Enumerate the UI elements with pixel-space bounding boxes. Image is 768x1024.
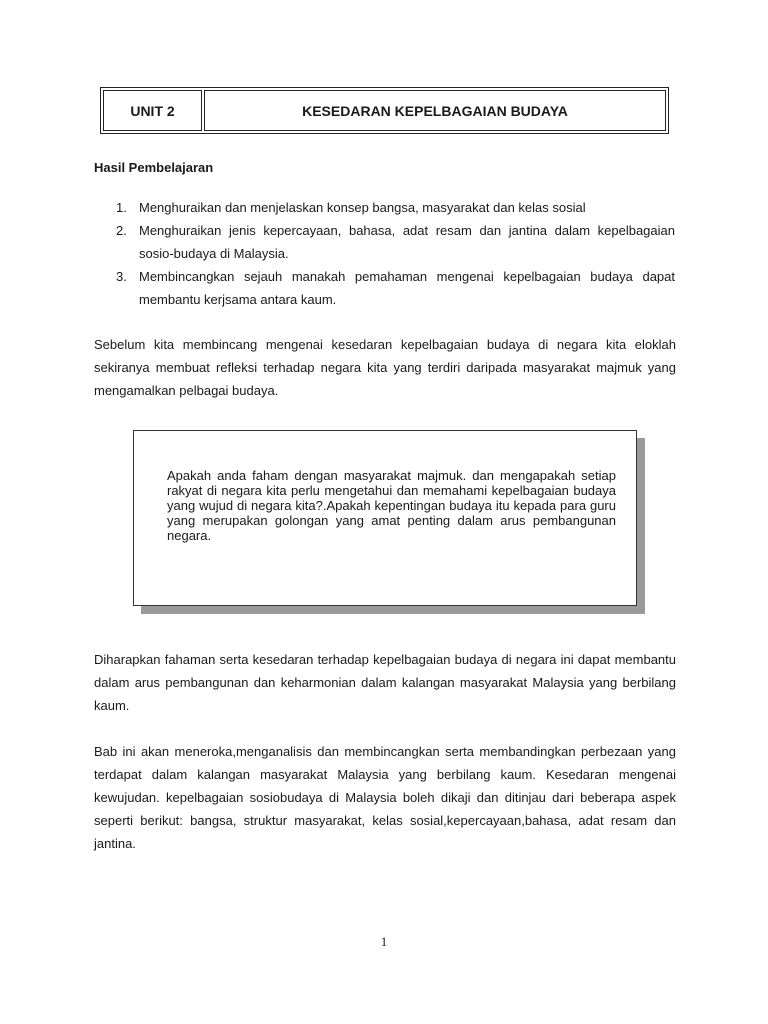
callout-text: Apakah anda faham dengan masyarakat majmuk. dan mengapakah setiap rakyat di negara kita perlu mengetahui dan memahami kepelbagaian budaya yang wujud di negara kita?.Apakah kepentingan budaya itu kepada para guru yang merupakan golongan yang amat penting dalam arus pembangunan negara. [167, 468, 616, 543]
learning-outcomes-list [116, 196, 675, 311]
list-item [116, 265, 675, 311]
list-item-number: 1. [116, 200, 127, 215]
list-item-text: Menghuraikan dan menjelaskan konsep bangsa, masyarakat dan kelas sosial [139, 200, 586, 215]
unit-title: KESEDARAN KEPELBAGAIAN BUDAYA [204, 90, 666, 131]
list-item-number: 2. [116, 223, 127, 238]
list-item [116, 196, 675, 219]
unit-header-table [100, 87, 669, 134]
reflection-callout-box [133, 430, 637, 606]
page-number: 1 [380, 934, 388, 949]
list-item-text: Membincangkan sejauh manakah pemahaman mengenai kepelbagaian budaya dapat membantu kerjsama antara kaum. [139, 269, 675, 307]
list-item [116, 219, 675, 265]
list-item-number: 3. [116, 269, 127, 284]
list-item-text: Menghuraikan jenis kepercayaan, bahasa, adat resam dan jantina dalam kepelbagaian sosio-budaya di Malaysia. [139, 223, 675, 261]
intro-paragraph: Sebelum kita membincang mengenai kesedaran kepelbagaian budaya di negara kita eloklah sekiranya membuat refleksi terhadap negara kita yang terdiri daripada masyarakat majmuk yang mengamalkan pelbagai budaya. [94, 337, 676, 398]
unit-header-row [103, 90, 666, 131]
chapter-overview-paragraph: Bab ini akan meneroka,menganalisis dan membincangkan serta membandingkan perbezaan yang terdapat dalam kalangan masyarakat Malaysia yang berbilang kaum. Kesedaran mengenai kewujudan. kepelbagaian sosiobudaya di Malaysia boleh dikaji dan ditinjau dari beberapa aspek seperti berikut: bangsa, struktur masyarakat, kelas sosial,kepercayaan,bahasa, adat resam dan jantina. [94, 744, 676, 851]
learning-outcomes-heading: Hasil Pembelajaran [94, 160, 214, 175]
hope-paragraph: Diharapkan fahaman serta kesedaran terhadap kepelbagaian budaya di negara ini dapat membantu dalam arus pembangunan dan keharmonian dalam kalangan masyarakat Malaysia yang berbilang kaum. [94, 652, 676, 713]
unit-label: UNIT 2 [103, 90, 202, 131]
